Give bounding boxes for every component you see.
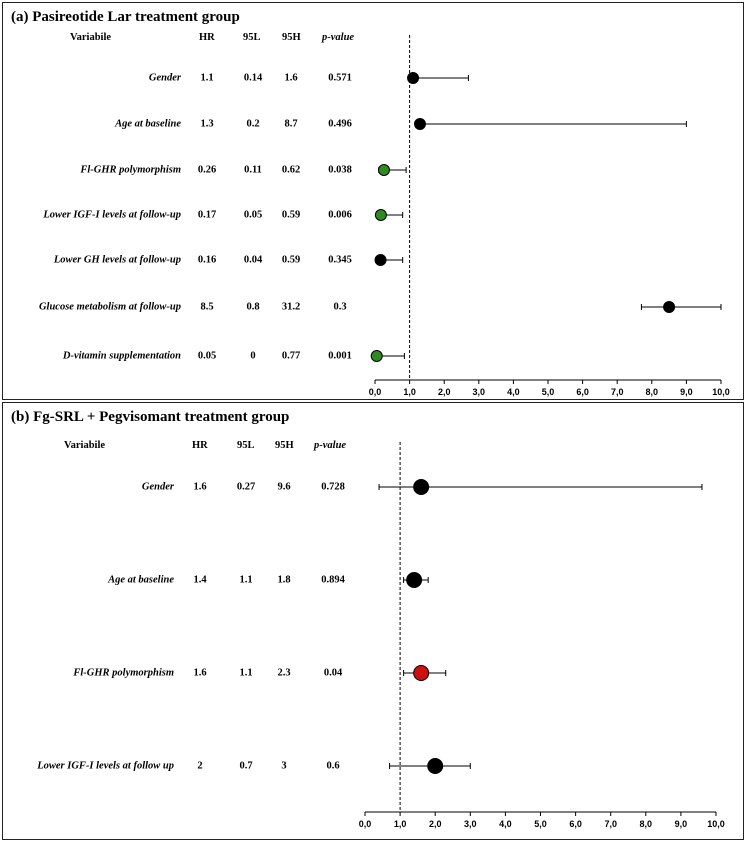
header-h: 95H [275,440,294,451]
variable-label: Fl-GHR polymorphism [73,667,174,679]
variable-label: Lower IGF-I levels at follow-up [43,209,181,221]
hr-point [414,666,429,681]
x-tick-label: 6,0 [576,387,589,397]
cell-p: 0.345 [328,254,352,266]
header-variable: Variabile [70,32,112,43]
variable-label: Age at baseline [108,574,174,586]
x-tick-label: 9,0 [680,387,693,397]
cell-p: 0.001 [328,350,352,362]
cell-hr: 2 [197,760,203,772]
variable-label: Gender [141,481,174,493]
cell-p: 0.006 [328,209,352,221]
cell-p: 0.496 [328,118,352,130]
x-tick-label: 10,0 [707,819,725,829]
cell-l: 0.8 [246,301,260,313]
x-tick-label: 4,0 [507,387,520,397]
header-variable: Variabile [64,440,106,451]
header-p: p-value [314,440,347,451]
cell-h: 1.6 [284,72,298,84]
cell-p: 0.04 [323,667,343,679]
cell-p: 0.728 [321,481,345,493]
x-tick-label: 1,0 [393,819,407,829]
x-tick-label: 5,0 [541,387,555,397]
x-tick-label: 2,0 [437,387,451,397]
x-tick-label: 7,0 [604,819,617,829]
header-l: 95L [243,32,261,43]
x-tick-label: 8,0 [645,387,659,397]
cell-hr: 1.1 [200,72,214,84]
x-tick-label: 3,0 [464,819,477,829]
cell-p: 0.894 [321,574,345,586]
cell-l: 0 [250,350,256,362]
cell-l: 0.04 [243,254,263,266]
x-tick-label: 3,0 [472,387,486,397]
x-tick-label: 9,0 [674,819,688,829]
cell-h: 3 [281,760,287,772]
cell-p: 0.6 [326,760,340,772]
cell-l: 0.14 [243,72,263,84]
cell-hr: 8.5 [200,301,214,313]
hr-point [428,759,443,774]
cell-p: 0.038 [328,164,352,176]
cell-hr: 1.6 [193,667,207,679]
cell-h: 0.62 [281,164,301,176]
cell-h: 2.3 [277,667,291,679]
cell-hr: 0.05 [197,350,217,362]
cell-l: 1.1 [239,574,253,586]
variable-label: Lower IGF-I levels at follow up [37,760,174,772]
variable-label: Fl-GHR polymorphism [80,164,181,176]
x-tick-label: 1,0 [403,387,416,397]
cell-h: 8.7 [284,118,298,130]
cell-hr: 0.17 [197,209,217,221]
header-h: 95H [282,32,301,43]
header-p: p-value [322,32,355,43]
x-tick-label: 10,0 [712,387,730,397]
panel-title: (b) Fg-SRL + Pegvisomant treatment group [11,409,290,425]
cell-l: 0.7 [239,760,253,772]
cell-hr: 1.6 [193,481,207,493]
cell-p: 0.3 [333,301,347,313]
variable-label: Age at baseline [115,118,181,130]
x-tick-label: 7,0 [610,387,624,397]
cell-l: 0.05 [243,209,263,221]
variable-label: Gender [148,72,181,84]
variable-label: Lower GH levels at follow-up [53,254,181,266]
hr-point [407,573,422,588]
cell-l: 0.11 [244,164,262,176]
header-hr: HR [192,440,208,451]
cell-p: 0.571 [328,72,352,84]
cell-h: 0.59 [281,254,301,266]
cell-l: 0.2 [246,118,260,130]
x-tick-label: 6,0 [569,819,582,829]
x-tick-label: 0,0 [358,819,372,829]
x-tick-label: 8,0 [639,819,653,829]
cell-l: 1.1 [239,667,253,679]
cell-h: 9.6 [277,481,291,493]
variable-label: Glucose metabolism at follow-up [38,301,181,313]
cell-h: 1.8 [277,574,291,586]
cell-hr: 1.4 [193,574,207,586]
cell-hr: 0.26 [197,164,217,176]
x-tick-label: 2,0 [428,819,442,829]
hr-point [414,480,429,495]
cell-l: 0.27 [236,481,256,493]
header-hr: HR [199,32,215,43]
variable-label: D-vitamin supplementation [62,350,181,362]
x-tick-label: 4,0 [499,819,512,829]
cell-hr: 0.16 [197,254,217,266]
panel-title: (a) Pasireotide Lar treatment group [11,9,240,25]
header-l: 95L [237,440,255,451]
cell-hr: 1.3 [200,118,214,130]
cell-h: 0.77 [281,350,301,362]
cell-h: 31.2 [281,301,301,313]
cell-h: 0.59 [281,209,301,221]
x-tick-label: 5,0 [534,819,547,829]
x-tick-label: 0,0 [368,387,382,397]
